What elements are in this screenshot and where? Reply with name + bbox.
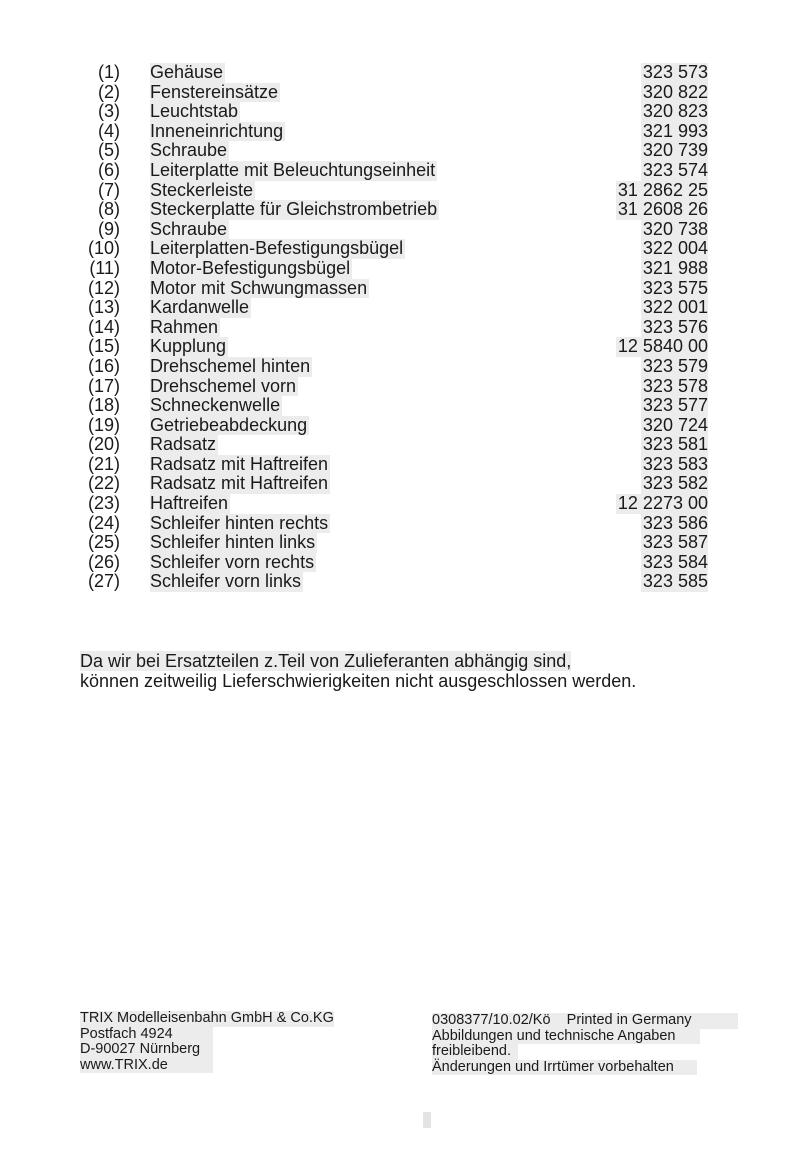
part-row xyxy=(80,239,720,259)
postbox: Postfach 4924 xyxy=(80,1027,213,1043)
part-name: Motor-Befestigungsbügel xyxy=(150,257,351,278)
part-code: 12 5840 00 xyxy=(617,336,708,357)
part-name: Fenstereinsätze xyxy=(150,81,279,102)
part-name: Getriebeabdeckung xyxy=(150,414,308,435)
part-code: 323 579 xyxy=(642,355,708,376)
part-row xyxy=(80,318,720,338)
part-number: (19) xyxy=(87,414,120,435)
part-name: Schraube xyxy=(150,140,228,161)
part-name: Radsatz mit Haftreifen xyxy=(150,453,329,474)
part-code: 322 004 xyxy=(642,238,708,259)
part-row xyxy=(80,220,720,240)
part-name: Steckerplatte für Gleichstrombetrieb xyxy=(150,199,438,220)
parts-list xyxy=(80,63,720,592)
part-number: (13) xyxy=(87,297,120,318)
part-name: Haftreifen xyxy=(150,493,229,514)
disclaimer-line-1: Abbildungen und technische Angaben xyxy=(432,1029,700,1045)
part-code: 320 822 xyxy=(642,81,708,102)
part-number: (23) xyxy=(87,493,120,514)
print-info xyxy=(432,1013,738,1075)
company-name: TRIX Modelleisenbahn GmbH & Co.KG xyxy=(80,1010,334,1026)
part-code: 323 587 xyxy=(642,532,708,553)
part-name: Drehschemel hinten xyxy=(150,355,311,376)
part-name: Rahmen xyxy=(150,316,219,337)
part-row xyxy=(80,259,720,279)
part-code: 323 574 xyxy=(642,159,708,180)
part-name: Radsatz mit Haftreifen xyxy=(150,473,329,494)
part-name: Leuchtstab xyxy=(150,101,239,122)
part-number: (27) xyxy=(87,571,120,592)
part-code: 323 584 xyxy=(642,551,708,572)
part-number: (12) xyxy=(87,277,120,298)
part-row xyxy=(80,122,720,142)
part-code: 321 988 xyxy=(642,257,708,278)
part-code: 320 739 xyxy=(642,140,708,161)
part-code: 323 576 xyxy=(642,316,708,337)
part-code: 323 573 xyxy=(642,62,708,82)
part-name: Schraube xyxy=(150,218,228,239)
part-name: Schleifer vorn links xyxy=(150,571,302,592)
part-number: (24) xyxy=(87,512,120,533)
part-number: (7) xyxy=(98,179,120,200)
part-code: 323 582 xyxy=(642,473,708,494)
part-code: 323 586 xyxy=(642,512,708,533)
part-code: 323 581 xyxy=(642,434,708,455)
part-number: (14) xyxy=(87,316,120,337)
disclaimer-line-3: Änderungen und Irrtümer vorbehalten xyxy=(432,1060,697,1076)
part-code: 320 823 xyxy=(642,101,708,122)
part-code: 320 724 xyxy=(642,414,708,435)
part-number: (25) xyxy=(87,532,120,553)
part-name: Schleifer hinten rechts xyxy=(150,512,329,533)
part-row xyxy=(80,337,720,357)
part-number: (26) xyxy=(87,551,120,572)
part-row xyxy=(80,396,720,416)
part-number: (11) xyxy=(89,257,120,278)
part-name: Steckerleiste xyxy=(150,179,254,200)
part-code: 323 577 xyxy=(642,395,708,416)
part-row xyxy=(80,474,720,494)
part-row xyxy=(80,181,720,201)
part-number: (15) xyxy=(87,336,120,357)
part-code: 323 578 xyxy=(642,375,708,396)
part-name: Schleifer vorn rechts xyxy=(150,551,315,572)
part-code: 31 2608 26 xyxy=(617,199,708,220)
part-row xyxy=(80,533,720,553)
part-number: (4) xyxy=(98,120,120,141)
website-link[interactable]: www.TRIX.de xyxy=(80,1058,213,1074)
part-row xyxy=(80,161,720,181)
part-code: 322 001 xyxy=(642,297,708,318)
part-row xyxy=(80,298,720,318)
part-number: (17) xyxy=(87,375,120,396)
part-name: Schleifer hinten links xyxy=(150,532,316,553)
availability-note xyxy=(80,651,636,691)
part-row xyxy=(80,553,720,573)
print-code: 0308377/10.02/Kö Printed in Germany xyxy=(432,1013,738,1029)
part-row xyxy=(80,279,720,299)
part-name: Motor mit Schwungmassen xyxy=(150,277,368,298)
part-name: Inneneinrichtung xyxy=(150,120,284,141)
part-name: Kupplung xyxy=(150,336,227,357)
part-name: Gehäuse xyxy=(150,62,224,82)
part-name: Schneckenwelle xyxy=(150,395,281,416)
part-row xyxy=(80,416,720,436)
part-row xyxy=(80,494,720,514)
part-number: (20) xyxy=(87,434,120,455)
city: D-90027 Nürnberg xyxy=(80,1042,213,1058)
part-number: (21) xyxy=(87,453,120,474)
part-row xyxy=(80,435,720,455)
part-number: (16) xyxy=(87,355,120,376)
part-code: 323 575 xyxy=(642,277,708,298)
part-name: Leiterplatten-Befestigungsbügel xyxy=(150,238,404,259)
part-name: Drehschemel vorn xyxy=(150,375,297,396)
part-code: 323 583 xyxy=(642,453,708,474)
part-row xyxy=(80,377,720,397)
part-number: (22) xyxy=(87,473,120,494)
note-line-2: können zeitweilig Lieferschwierigkeiten nicht ausgeschlossen werden. xyxy=(80,671,637,691)
part-code: 321 993 xyxy=(642,120,708,141)
part-code: 12 2273 00 xyxy=(617,493,708,514)
part-row xyxy=(80,572,720,592)
part-row xyxy=(80,514,720,534)
note-line-1: Da wir bei Ersatzteilen z.Teil von Zulieferanten abhängig sind, xyxy=(80,651,572,671)
part-row xyxy=(80,141,720,161)
part-number: (2) xyxy=(98,81,120,102)
part-code: 31 2862 25 xyxy=(617,179,708,200)
part-number: (9) xyxy=(98,218,120,239)
part-row xyxy=(80,83,720,103)
part-name: Leiterplatte mit Beleuchtungseinheit xyxy=(150,159,436,180)
part-name: Kardanwelle xyxy=(150,297,250,318)
scan-mark xyxy=(423,1112,431,1128)
part-row xyxy=(80,455,720,475)
part-row xyxy=(80,63,720,83)
part-number: (18) xyxy=(87,395,120,416)
part-row xyxy=(80,357,720,377)
part-code: 323 585 xyxy=(642,571,708,592)
part-name: Radsatz xyxy=(150,434,217,455)
part-row xyxy=(80,102,720,122)
part-number: (3) xyxy=(98,101,120,122)
company-address xyxy=(80,1011,334,1073)
part-number: (10) xyxy=(87,238,120,259)
part-row xyxy=(80,200,720,220)
disclaimer-line-2: freibleibend. xyxy=(432,1044,518,1060)
part-number: (5) xyxy=(98,140,120,161)
part-number: (8) xyxy=(98,199,120,220)
part-number: (1) xyxy=(98,62,120,82)
part-number: (6) xyxy=(98,159,120,180)
part-code: 320 738 xyxy=(642,218,708,239)
